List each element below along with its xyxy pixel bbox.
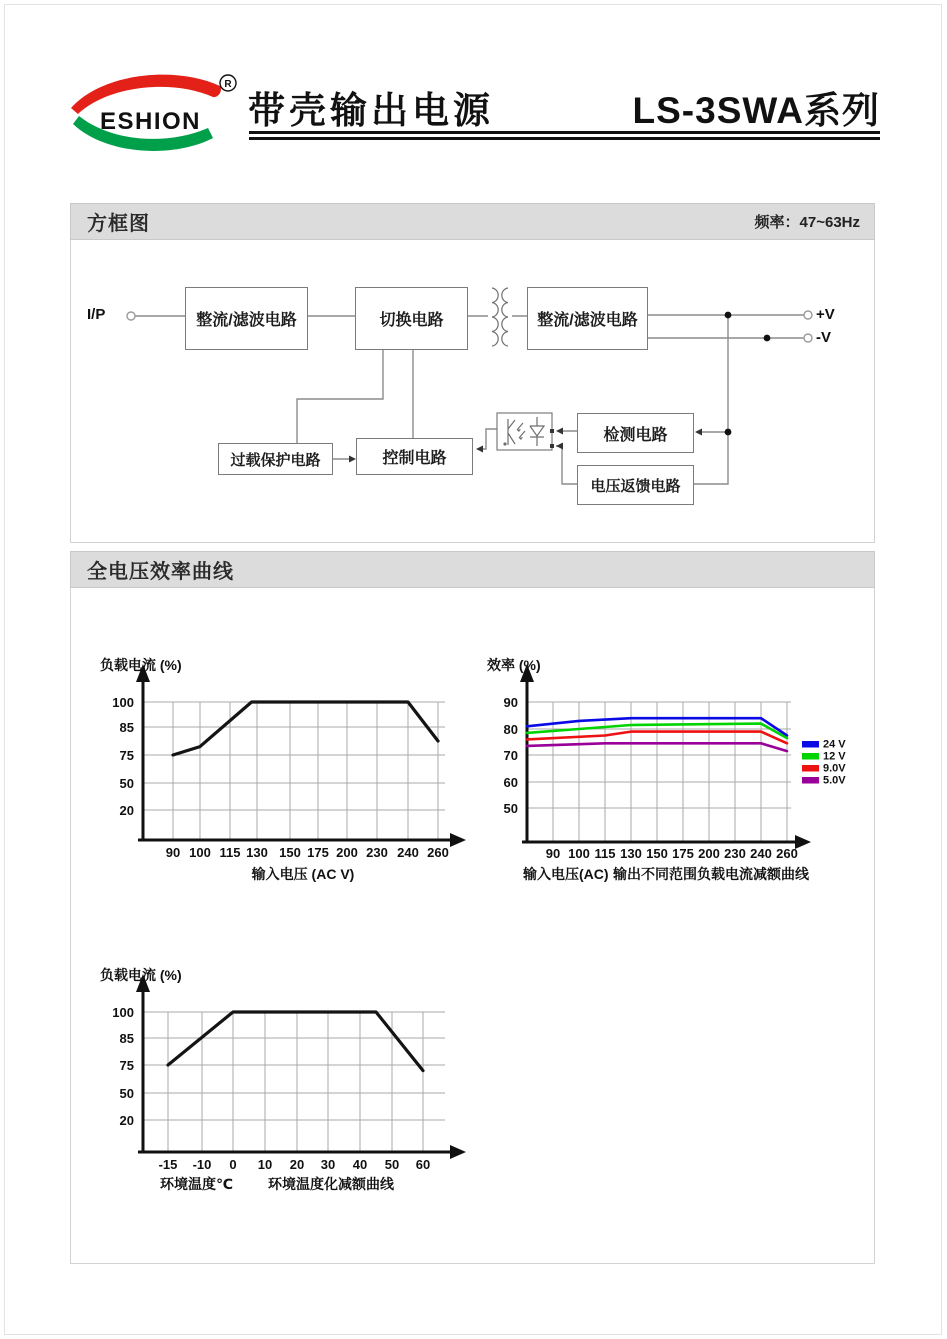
legend-swatch	[802, 777, 819, 784]
y-tick-label: 70	[503, 748, 518, 763]
x-tick-label: 30	[320, 1157, 336, 1172]
output-neg-terminal	[804, 334, 812, 342]
x-tick-label: 200	[698, 846, 720, 861]
x-tick-label: 0	[229, 1157, 237, 1172]
logo-brand-text: ESHION	[100, 108, 202, 135]
x-tick-label: 20	[289, 1157, 305, 1172]
legend-label: 5.0V	[823, 774, 846, 787]
y-axis-title: 负载电流 (%)	[100, 657, 182, 673]
x-axis-title: 输入电压(AC)	[523, 866, 609, 882]
legend-swatch	[802, 765, 819, 772]
chart-caption: 输出不同范围负载电流减额曲线	[613, 866, 809, 882]
x-tick-label: 150	[279, 845, 301, 860]
x-tick-label: 175	[672, 846, 694, 861]
eshion-logo	[65, 66, 245, 154]
y-tick-label: 50	[503, 801, 518, 816]
x-tick-label: 40	[352, 1157, 368, 1172]
x-tick-label: 130	[246, 845, 268, 860]
legend-label: 12 V	[823, 750, 846, 763]
legend-label: 9.0V	[823, 762, 846, 775]
x-tick-label: 175	[307, 845, 329, 860]
box-voltage-feedback-circuit: 电压返馈电路	[577, 465, 694, 505]
x-tick-label: 260	[427, 845, 449, 860]
y-tick-label: 60	[503, 775, 518, 790]
section-band-block-diagram	[70, 203, 875, 240]
y-axis-title: 效率 (%)	[487, 657, 541, 673]
box-switching-circuit: 切换电路	[355, 287, 468, 350]
x-tick-label: 150	[646, 846, 668, 861]
block-diagram-canvas	[70, 240, 877, 543]
input-label: I/P	[87, 306, 106, 323]
y-axis-title: 负载电流 (%)	[100, 967, 182, 983]
legend-swatch	[802, 753, 819, 760]
transformer-icon	[492, 288, 508, 346]
y-tick-label: 50	[119, 776, 134, 791]
box-rectifier-filter-input: 整流/滤波电路	[185, 287, 308, 350]
box-overload-protection: 过载保护电路	[218, 443, 333, 475]
series-line-负载电流	[168, 1012, 423, 1071]
y-tick-label: 80	[503, 722, 518, 737]
frequency-note: 频率：47~63Hz	[754, 214, 860, 231]
section-band-efficiency-curves	[70, 551, 875, 588]
x-tick-label: 240	[750, 846, 772, 861]
registered-mark: R	[224, 79, 232, 90]
x-tick-label: 230	[724, 846, 746, 861]
x-tick-label: 100	[189, 845, 211, 860]
x-tick-label: 200	[336, 845, 358, 860]
series-line-负载电流	[173, 702, 438, 755]
y-tick-label: 75	[119, 748, 134, 763]
x-tick-label: 90	[165, 845, 181, 860]
x-tick-label: 115	[219, 845, 241, 860]
x-tick-label: 260	[776, 846, 798, 861]
output-pos-terminal	[804, 311, 812, 319]
x-tick-label: 130	[620, 846, 642, 861]
x-tick-label: 115	[594, 846, 616, 861]
x-tick-label: 10	[257, 1157, 273, 1172]
junction-dots	[725, 312, 771, 436]
x-tick-label: 100	[568, 846, 590, 861]
x-tick-label: 240	[397, 845, 419, 860]
section-heading: 方框图	[87, 213, 150, 235]
y-tick-label: 100	[112, 1005, 134, 1020]
chart-caption: 环境温度化减额曲线	[268, 1176, 394, 1192]
page-title: 带壳输出电源	[248, 90, 494, 131]
x-tick-label: -15	[158, 1157, 178, 1172]
x-axis-title: 环境温度℃	[160, 1176, 233, 1192]
y-tick-label: 75	[119, 1058, 134, 1073]
y-tick-label: 20	[119, 803, 134, 818]
x-tick-label: 60	[415, 1157, 431, 1172]
chart-input-voltage-derating	[60, 645, 480, 900]
y-tick-label: 90	[503, 695, 518, 710]
x-tick-label: 230	[366, 845, 388, 860]
y-tick-label: 85	[119, 720, 134, 735]
box-control-circuit: 控制电路	[356, 438, 473, 475]
x-axis-arrow	[450, 1145, 466, 1159]
output-pos-label: +V	[816, 306, 835, 323]
x-axis-arrow	[450, 833, 466, 847]
y-tick-label: 100	[112, 695, 134, 710]
x-tick-label: -10	[192, 1157, 212, 1172]
header-rule	[249, 131, 880, 140]
section-heading: 全电压效率曲线	[87, 561, 234, 583]
box-rectifier-filter-output: 整流/滤波电路	[527, 287, 648, 350]
legend-swatch	[802, 741, 819, 748]
optocoupler-icon	[497, 413, 554, 450]
y-tick-label: 85	[119, 1031, 134, 1046]
series-title: LS-3SWA系列	[632, 90, 880, 131]
chart-efficiency	[470, 645, 877, 900]
x-tick-label: 50	[384, 1157, 400, 1172]
chart-temperature-derating	[60, 955, 480, 1210]
box-detection-circuit: 检测电路	[577, 413, 694, 453]
y-tick-label: 20	[119, 1113, 134, 1128]
x-axis-title: 输入电压 (AC V)	[251, 866, 355, 882]
x-tick-label: 90	[545, 846, 561, 861]
output-neg-label: -V	[816, 329, 831, 346]
logo-swoosh-icon	[65, 66, 245, 154]
input-terminal	[127, 312, 135, 320]
y-tick-label: 50	[119, 1086, 134, 1101]
legend-label: 24 V	[823, 738, 846, 751]
